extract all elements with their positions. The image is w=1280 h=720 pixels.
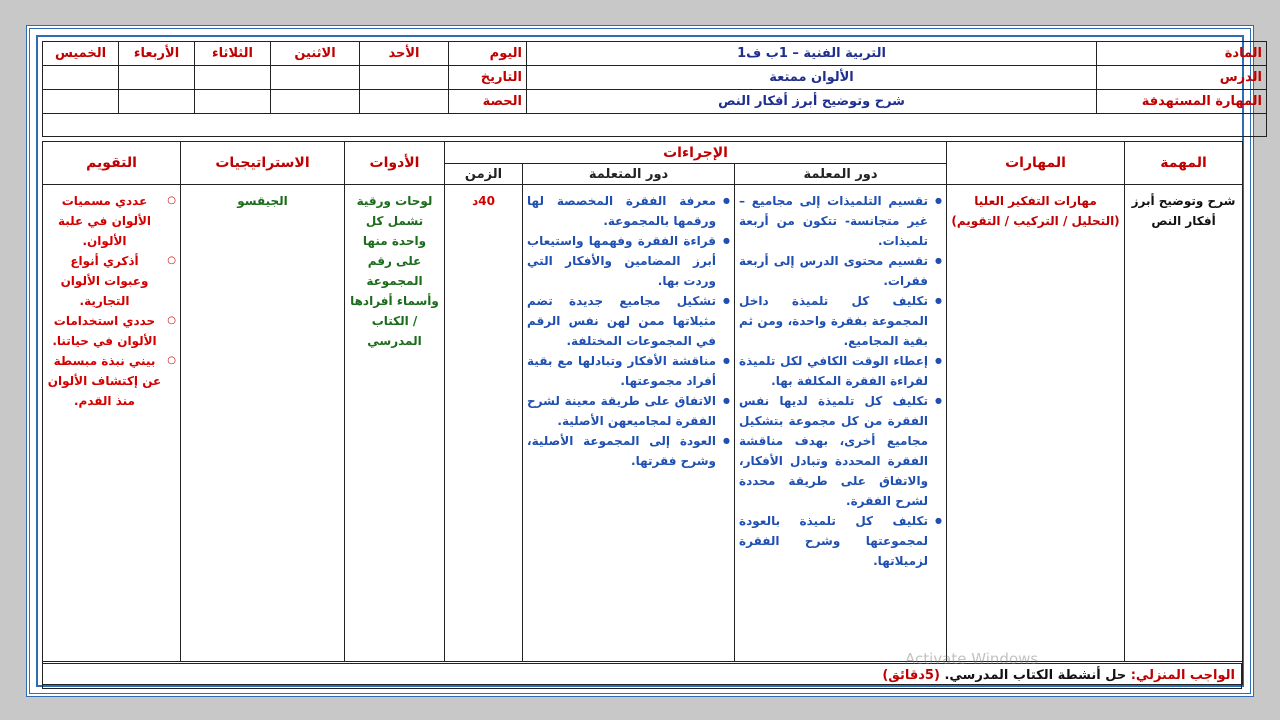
col-teacher-role-header: دور المعلمة [735, 164, 947, 185]
period-cell [119, 90, 195, 114]
col-strategies-header: الاستراتيجيات [181, 142, 345, 185]
date-cell [43, 66, 119, 90]
col-evaluation-header: التقويم [43, 142, 181, 185]
header-row-subject [43, 42, 1267, 66]
date-cell [119, 66, 195, 90]
period-cell [43, 90, 119, 114]
skill-value: شرح وتوضيح أبرز أفكار النص [527, 90, 1097, 114]
header-table [42, 41, 1267, 137]
page-frame [26, 25, 1262, 697]
list-item: ● العودة إلى المجموعة الأصلية، وشرح فقرتها. [527, 431, 716, 471]
list-item: ● الاتفاق على طريقة معينة لشرح الفقرة لمجاميعهن الأصلية. [527, 391, 716, 431]
list-item: ○ بيني نبذة مبسطة عن إكتشاف الألوان منذ القدم. [47, 351, 162, 411]
spacer-cell [43, 114, 1267, 137]
date-label: التاريخ [449, 66, 527, 90]
col-time-header: الزمن [445, 164, 523, 185]
skills-cell: مهارات التفكير العليا (التحليل / التركيب / التقويم) [947, 185, 1125, 662]
period-cell [360, 90, 449, 114]
list-item: ● معرفة الفقرة المخصصة لها ورقمها بالمجموعة. [527, 191, 716, 231]
col-tools-header: الأدوات [345, 142, 445, 185]
day-tuesday: الثلاثاء [195, 42, 271, 66]
date-cell [195, 66, 271, 90]
day-label: اليوم [449, 42, 527, 66]
lesson-plan-table [42, 141, 1243, 685]
lesson-label: الدرس [1097, 66, 1267, 90]
tools-cell: لوحات ورقية تشمل كل واحدة منها على رقم المجموعة وأسماء أفرادها / الكتاب المدرسي [345, 185, 445, 662]
header-spacer-row [43, 114, 1267, 137]
col-procedures-header: الإجراءات [445, 142, 947, 164]
header-row-skill [43, 90, 1267, 114]
task-cell: شرح وتوضيح أبرز أفكار النص [1125, 185, 1243, 662]
evaluation-list [47, 191, 176, 411]
list-item: ○ عددي مسميات الألوان في علبة الألوان. [47, 191, 162, 251]
list-item: ○ أذكري أنواع وعبوات الألوان التجارية. [47, 251, 162, 311]
homework-bar [42, 663, 1242, 689]
column-header-row [43, 142, 1243, 164]
student-role-list [527, 191, 730, 471]
period-label: الحصة [449, 90, 527, 114]
list-item: ● تكليف كل تلميذة بالعودة لمجموعتها وشرح الفقرة لزميلاتها. [739, 511, 928, 571]
list-item: ● تكليف كل تلميذة داخل المجموعة بفقرة واحدة، ومن ثم بقية المجاميع. [739, 291, 928, 351]
day-wednesday: الأربعاء [119, 42, 195, 66]
list-item: ● تقسيم التلميذات إلى مجاميع – غير متجانسة- تتكون من أربعة تلميذات. [739, 191, 928, 251]
strategy-cell: الجيقسو [181, 185, 345, 662]
subject-label: المادة [1097, 42, 1267, 66]
teacher-role-cell [735, 185, 947, 662]
homework-text: حل أنشطة الكتاب المدرسي. [944, 668, 1127, 683]
lesson-value: الألوان ممتعة [527, 66, 1097, 90]
period-cell [195, 90, 271, 114]
day-thursday: الخميس [43, 42, 119, 66]
list-item: ● تكليف كل تلميذة لديها نفس الفقرة من كل مجموعة بتشكيل مجاميع أخرى، بهدف مناقشة الفقرة المحددة وتبادل الأفكار، والاتفاق على طريقة محددة لشرح الفقرة. [739, 391, 928, 511]
day-monday: الاثنين [271, 42, 360, 66]
list-item: ● تشكيل مجاميع جديدة تضم مثيلاتها ممن لهن نفس الرقم في المجموعات المختلفة. [527, 291, 716, 351]
list-item: ● قراءة الفقرة وفهمها واستيعاب أبرز المضامين والأفكار التي وردت بها. [527, 231, 716, 291]
date-cell [271, 66, 360, 90]
header-row-lesson [43, 66, 1267, 90]
list-item: ● مناقشة الأفكار وتبادلها مع بقية أفراد مجموعتها. [527, 351, 716, 391]
date-cell [360, 66, 449, 90]
homework-label: الواجب المنزلي: [1130, 668, 1235, 683]
day-sunday: الأحد [360, 42, 449, 66]
col-skills-header: المهارات [947, 142, 1125, 185]
period-cell [271, 90, 360, 114]
lesson-row [43, 185, 1243, 662]
skill-label: المهارة المستهدفة [1097, 90, 1267, 114]
page-inner-border [36, 35, 1262, 687]
col-student-role-header: دور المتعلمة [523, 164, 735, 185]
list-item: ○ حددي استخدامات الألوان في حياتنا. [47, 311, 162, 351]
list-item: ● تقسيم محتوى الدرس إلى أربعة فقرات. [739, 251, 928, 291]
subject-value: التربية الفنية – 1ب ف1 [527, 42, 1097, 66]
teacher-role-list [739, 191, 942, 571]
evaluation-cell [43, 185, 181, 662]
col-task-header: المهمة [1125, 142, 1243, 185]
windows-activation-watermark: Activate Windows [905, 650, 1039, 668]
homework-minutes: (5دقائق) [882, 668, 940, 683]
student-role-cell [523, 185, 735, 662]
time-cell: 40د [445, 185, 523, 662]
list-item: ● إعطاء الوقت الكافي لكل تلميذة لقراءة الفقرة المكلفة بها. [739, 351, 928, 391]
